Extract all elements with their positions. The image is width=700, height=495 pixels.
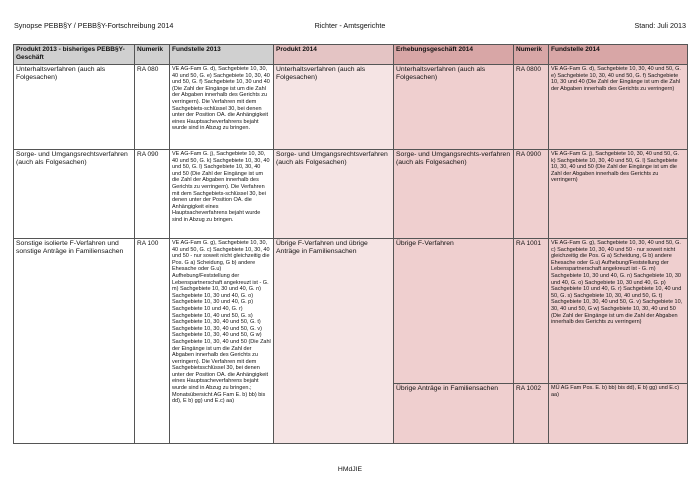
- produkt-2014-cell: Sorge- und Umgangsrechtsverfahren (auch als Folgesachen): [274, 150, 394, 239]
- numerik-2014-cell: RA 1001: [514, 239, 549, 384]
- produkt-2013-cell: Unterhaltsverfahren (auch als Folgesachen): [14, 65, 135, 150]
- numerik-cell: RA 100: [135, 239, 170, 444]
- document-header-title: Synopse PEBB§Y / PEBB§Y-Fortschreibung 2014: [14, 21, 174, 30]
- col-header-produkt-2014: Produkt 2014: [274, 45, 394, 65]
- col-header-numerik: Numerik: [135, 45, 170, 65]
- produkt-2014-cell: Unterhaltsverfahren (auch als Folgesachen): [274, 65, 394, 150]
- numerik-cell: RA 080: [135, 65, 170, 150]
- fundstelle-2014-cell: VE AG-Fam G. g), Sachgebiete 10, 30, 40 und 50, G. c) Sachgebiete 10, 30, 40 und 50 - nur soweit nicht gleichzeitig die Pos. G a) Scheidung, G b) andere Ehesache oder G.u) Aufhebung/Feststellung der Lebenspartnerschaft angekreuzt ist - G. m) Sachgebiete 10, 30 und 40, G. n) Sachgebiete 10, 30 und 40, G. o) Sachgebiete 10, 30 und 40, G. p) Sachgebiete 10 und 40, G. r) Sachgebiete 10, 40 und 50, G. s) Sachgebiete 10, 30, 40 und 50, G. t) Sachgebiete 10, 30, 40 und 50, G. v) Sachgebiete 10, 30, 40 und 50, G w) Sachgebiete 10, 30, 40 und 50 (Die Zahl der Eingänge ist um die Zahl der Abgaben innerhalb des Gerichts zu verringern): [549, 239, 688, 384]
- erhebungsgeschaeft-cell: Sorge- und Umgangsrechts-verfahren (auch als Folgesachen): [394, 150, 514, 239]
- numerik-2014-cell: RA 0900: [514, 150, 549, 239]
- synopsis-table: [13, 44, 688, 444]
- table-row: [14, 65, 688, 150]
- produkt-2014-cell: Übrige F-Verfahren und übrige Anträge in Familiensachen: [274, 239, 394, 444]
- col-header-produkt-2013: Produkt 2013 - bisheriges PEBB§Y-Geschäft: [14, 45, 135, 65]
- col-header-fundstelle-2013: Fundstelle 2013: [170, 45, 274, 65]
- erhebungsgeschaeft-cell: Übrige F-Verfahren: [394, 239, 514, 384]
- table-row: [14, 239, 688, 384]
- col-header-numerik-2014: Numerik: [514, 45, 549, 65]
- fundstelle-2013-cell: VE AG-Fam G. g), Sachgebiete 10, 30, 40 und 50, G. c) Sachgebiete 10, 30, 40 und 50 - nur soweit nicht gleichzeitig die Pos. G a) Scheidung, G b) andere Ehesache oder G.u) Aufhebung/Feststellung der Lebenspartnerschaft angekreuzt ist - G. m) Sachgebiete 10, 30 und 40, G. n) Sachgebiete 10, 30 und 40, G. o) Sachgebiete 10, 30 und 40, G. p) Sachgebiete 10 und 40, G. r) Sachgebiete 10, 40 und 50, G. s) Sachgebiete 10, 30, 40 und 50, G. t) Sachgebiete 10, 30, 40 und 50, G. v) Sachgebiete 10, 30, 40 und 50, G w) Sachgebiete 10, 30, 40 und 50 (Die Zahl der Eingänge ist um die Zahl der Abgaben innerhalb des Gerichts zu verringern). Die Verfahren mit dem Sachgebietsschlüssel 30, bei denen unter der Position OA. die Anhängigkeit eines Hauptsacheverfahrens bejaht wurde sind in Abzug zu bringen.; Monatsübersicht AG Fam E. b) bb) bis dd), E b) gg) und E.c) aa): [170, 239, 274, 444]
- document-header-subtitle: Richter - Amtsgerichte: [314, 21, 386, 30]
- produkt-2013-cell: Sorge- und Umgangsrechtsverfahren (auch als Folgesachen): [14, 150, 135, 239]
- document-footer: HMdJIE: [337, 466, 363, 473]
- erhebungsgeschaeft-cell: Unterhaltsverfahren (auch als Folgesachen): [394, 65, 514, 150]
- table-header-row: [14, 45, 688, 65]
- numerik-2014-cell: RA 0800: [514, 65, 549, 150]
- fundstelle-2013-cell: VE AG-Fam G. d), Sachgebiete 10, 30, 40 und 50, G. e) Sachgebiete 10, 30, 40 und 50, G. f) Sachgebiete 10, 30 und 40 (Die Zahl der Eingänge ist um die Zahl der Abgaben innerhalb des Gerichts zu verringern). Die Verfahren mit dem Sachgebiets-schlüssel 30, bei denen unter der Position OA. die Anhängigkeit eines Hauptsacheverfahrens bejaht wurde sind in Abzug zu bringen.: [170, 65, 274, 150]
- fundstelle-2013-cell: VE AG-Fam G. j), Sachgebiete 10, 30, 40 und 50, G. k) Sachgebiete 10, 30, 40 und 50, G. l) Sachgebiete 10, 30, 40 und 50 (Die Zahl der Eingänge ist um die Zahl der Abgaben innerhalb des Gerichts zu verringern). Die Verfahren mit dem Sachgebiets-schlüssel 30, bei denen unter der Position OA. die Anhängigkeit eines Hauptsacheverfahrens bejaht wurde sind in Abzug zu bringen.: [170, 150, 274, 239]
- col-header-erhebungsgeschaeft-2014: Erhebungsgeschäft 2014: [394, 45, 514, 65]
- erhebungsgeschaeft-cell: Übrige Anträge in Familiensachen: [394, 384, 514, 444]
- fundstelle-2014-cell: VE AG-Fam G. d), Sachgebiete 10, 30, 40 und 50, G. e) Sachgebiete 10, 30, 40 und 50, G. f) Sachgebiete 10, 30 und 40 (Die Zahl der Eingänge ist um die Zahl der Abgaben innerhalb des Gerichts zu verringern): [549, 65, 688, 150]
- numerik-2014-cell: RA 1002: [514, 384, 549, 444]
- table-row: [14, 150, 688, 239]
- document-header-date: Stand: Juli 2013: [634, 21, 686, 30]
- col-header-fundstelle-2014: Fundstelle 2014: [549, 45, 688, 65]
- numerik-cell: RA 090: [135, 150, 170, 239]
- fundstelle-2014-cell: MÜ AG Fam Pos. E. b) bb) bis dd), E b) gg) und E.c) aa): [549, 384, 688, 444]
- produkt-2013-cell: Sonstige isolierte F-Verfahren und sonstige Anträge in Familiensachen: [14, 239, 135, 444]
- fundstelle-2014-cell: VE AG-Fam G. j), Sachgebiete 10, 30, 40 und 50, G. k) Sachgebiete 10, 30, 40 und 50, G. l) Sachgebiete 10, 30, 40 und 50 (Die Zahl der Eingänge ist um die Zahl der Abgaben innerhalb des Gerichts zu verringern): [549, 150, 688, 239]
